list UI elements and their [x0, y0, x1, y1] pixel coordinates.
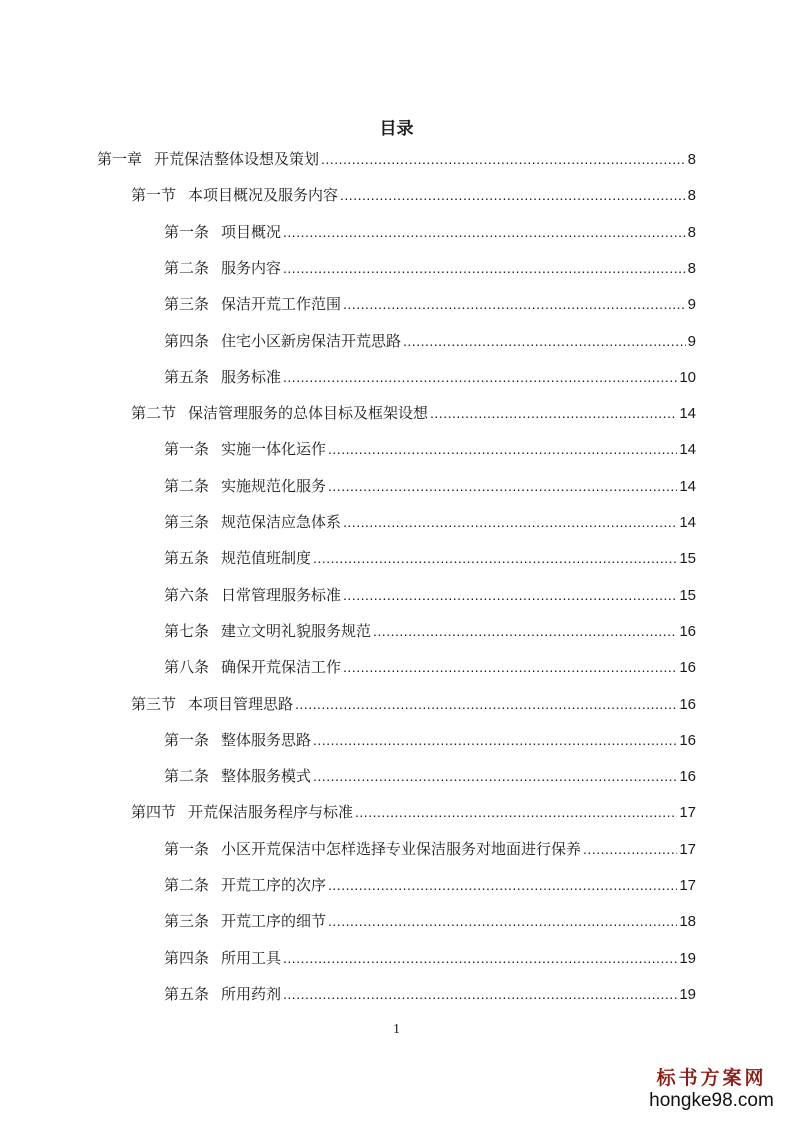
toc-entry-page: 15: [679, 550, 696, 568]
toc-entry-label: [164, 363, 281, 391]
toc-entry[interactable]: [131, 690, 696, 718]
toc-dot-leader: [328, 435, 677, 463]
toc-entry[interactable]: [164, 980, 696, 1008]
toc-dot-leader: [343, 653, 677, 681]
toc-entry-label: [97, 145, 319, 173]
toc-entry-number: 第一条: [164, 222, 210, 241]
toc-dot-leader: [343, 581, 677, 609]
toc-entry-number: 第二条: [164, 476, 210, 495]
watermark-logo: [644, 1063, 779, 1112]
toc-entry-page: 8: [687, 223, 696, 241]
toc-entry[interactable]: [164, 544, 696, 572]
toc-entry-page: 10: [679, 368, 696, 386]
toc-entry-text: 整体服务思路: [221, 730, 312, 749]
toc-entry[interactable]: [131, 181, 696, 209]
toc-dot-leader: [283, 363, 677, 391]
toc-entry-number: 第六条: [164, 585, 210, 604]
toc-entry-label: [131, 399, 428, 427]
toc-entry-number: 第八条: [164, 658, 210, 677]
toc-entry-text: 规范保洁应急体系: [221, 513, 342, 531]
toc-dot-leader: [295, 690, 677, 718]
toc-entry-page: 14: [679, 514, 696, 531]
toc-entry-text: 建立文明礼貌服务规范: [221, 621, 372, 640]
toc-entry-label: [164, 617, 371, 645]
toc-entry[interactable]: [164, 617, 696, 645]
toc-dot-leader: [328, 871, 677, 899]
toc-dot-leader: [373, 617, 677, 645]
toc-entry-page: 17: [679, 804, 696, 822]
toc-entry-text: 服务标准: [221, 367, 282, 386]
toc-entry-label: [164, 653, 341, 681]
toc-entry-number: 第四条: [164, 331, 210, 350]
toc-entry-page: 14: [679, 441, 696, 459]
toc-entry-page: 8: [687, 187, 696, 205]
toc-entry-number: 第五条: [164, 549, 210, 568]
watermark-brand-url: hongke98.com: [649, 1090, 774, 1111]
toc-entry-number: 第三条: [164, 295, 210, 314]
toc-entry-number: 第五条: [164, 984, 210, 1003]
toc-entry-page: 8: [687, 259, 696, 277]
toc-entry-number: 第三条: [164, 513, 210, 531]
toc-entry-text: 整体服务模式: [221, 767, 312, 786]
toc-dot-leader: [283, 944, 677, 972]
toc-entry-page: 16: [679, 731, 696, 749]
toc-entry-page: 14: [679, 405, 696, 423]
toc-entry[interactable]: [164, 581, 696, 609]
toc-dot-leader: [430, 399, 677, 427]
toc-entry-page: 19: [679, 985, 696, 1003]
toc-entry-number: 第二条: [164, 767, 210, 786]
toc-entry-number: 第四节: [131, 803, 177, 822]
toc-dot-leader: [321, 145, 686, 173]
toc-entry[interactable]: [164, 327, 696, 355]
toc-entry-text: 确保开荒保洁工作: [221, 658, 342, 677]
toc-entry-page: 8: [687, 151, 696, 168]
toc-entry-label: [131, 181, 338, 209]
toc-entry[interactable]: [164, 726, 696, 754]
toc-dot-leader: [340, 181, 686, 209]
toc-entry[interactable]: [97, 145, 696, 173]
toc-entry-number: 第一章: [97, 150, 143, 168]
toc-entry-label: [164, 544, 311, 572]
toc-title: 目录: [379, 119, 414, 139]
toc-entry-page: 18: [679, 913, 696, 931]
toc-entry[interactable]: [164, 907, 696, 935]
toc-entry[interactable]: [164, 508, 696, 536]
toc-entry-number: 第二条: [164, 876, 210, 894]
toc-dot-leader: [343, 508, 677, 536]
toc-entry[interactable]: [164, 835, 696, 863]
toc-dot-leader: [313, 726, 677, 754]
toc-entry-text: 本项目概况及服务内容: [188, 186, 339, 205]
toc-entry-text: 项目概况: [221, 222, 282, 241]
toc-entry-text: 开荒工序的细节: [221, 912, 327, 931]
toc-entry-number: 第七条: [164, 621, 210, 640]
toc-entry-page: 19: [679, 949, 696, 967]
toc-entry-text: 开荒工序的次序: [221, 876, 327, 894]
toc-entry-text: 实施规范化服务: [221, 476, 327, 495]
toc-entry-label: [164, 472, 326, 500]
toc-entry-text: 住宅小区新房保洁开荒思路: [221, 331, 402, 350]
toc-entry-label: [164, 835, 581, 863]
toc-dot-leader: [343, 290, 686, 318]
toc-entry-page: 15: [679, 586, 696, 604]
toc-entry-label: [131, 690, 293, 718]
toc-entry[interactable]: [164, 435, 696, 463]
toc-entry[interactable]: [164, 363, 696, 391]
toc-entry-text: 实施一体化运作: [221, 440, 327, 459]
toc-entry[interactable]: [164, 218, 696, 246]
toc-entry-page: 17: [679, 840, 696, 858]
toc-dot-leader: [583, 835, 677, 863]
toc-entry[interactable]: [131, 798, 696, 826]
toc-dot-leader: [283, 254, 686, 282]
toc-dot-leader: [328, 472, 677, 500]
toc-entry-label: [164, 726, 311, 754]
toc-entry-label: [164, 254, 281, 282]
toc-entry-number: 第三条: [164, 912, 210, 931]
toc-entry-text: 开荒保洁整体设想及策划: [154, 150, 320, 168]
toc-entry-text: 规范值班制度: [221, 549, 312, 568]
toc-entry-number: 第一条: [164, 839, 210, 858]
toc-entry[interactable]: [164, 254, 696, 282]
page-number: 1: [393, 1022, 400, 1037]
toc-entry-label: [164, 508, 341, 536]
toc-entry-text: 保洁开荒工作范围: [221, 295, 342, 314]
toc-entry-label: [164, 327, 401, 355]
toc-entry-label: [164, 581, 341, 609]
toc-entry-page: 17: [679, 877, 696, 894]
toc-entry-page: 16: [679, 622, 696, 640]
toc-entry-label: [164, 871, 326, 899]
toc-entry-page: 16: [679, 659, 696, 677]
toc-entry-label: [164, 944, 281, 972]
toc-entry[interactable]: [164, 762, 696, 790]
toc-entry-number: 第三节: [131, 694, 177, 713]
toc-entry[interactable]: [164, 944, 696, 972]
toc-entry-number: 第四条: [164, 948, 210, 967]
toc-entry-label: [164, 907, 326, 935]
toc-entry-text: 保洁管理服务的总体目标及框架设想: [188, 404, 429, 423]
toc-entry[interactable]: [164, 472, 696, 500]
toc-entry-number: 第一节: [131, 186, 177, 205]
toc-entry-label: [164, 762, 311, 790]
toc-dot-leader: [403, 327, 686, 355]
toc-entry-number: 第五条: [164, 367, 210, 386]
toc-entry-number: 第一条: [164, 440, 210, 459]
toc-entry-label: [164, 435, 326, 463]
toc-entry-text: 小区开荒保洁中怎样选择专业保洁服务对地面进行保养: [221, 839, 582, 858]
toc-entry-text: 服务内容: [221, 258, 282, 277]
toc-dot-leader: [355, 798, 677, 826]
toc-entry-label: [164, 980, 281, 1008]
toc-entry-label: [131, 798, 353, 826]
toc-entry-number: 第一条: [164, 730, 210, 749]
toc-entry[interactable]: [131, 399, 696, 427]
toc-entry-label: [164, 218, 281, 246]
toc-dot-leader: [313, 762, 677, 790]
toc-dot-leader: [328, 907, 677, 935]
toc-entry-text: 开荒保洁服务程序与标准: [188, 803, 354, 822]
toc-entry-page: 16: [679, 695, 696, 713]
toc-dot-leader: [283, 218, 686, 246]
toc-entry-text: 所用药剂: [221, 984, 282, 1003]
toc-entry-text: 本项目管理思路: [188, 694, 294, 713]
toc-dot-leader: [313, 544, 677, 572]
toc-entry[interactable]: [164, 871, 696, 899]
toc-entry[interactable]: [164, 290, 696, 318]
toc-entry-number: 第二节: [131, 404, 177, 423]
toc-dot-leader: [283, 980, 677, 1008]
toc-entry-text: 所用工具: [221, 948, 282, 967]
toc-entry-text: 日常管理服务标准: [221, 585, 342, 604]
toc-entry-number: 第二条: [164, 258, 210, 277]
toc-entry-page: 9: [687, 296, 696, 314]
toc-entry-page: 16: [679, 768, 696, 786]
toc-entry-page: 14: [679, 477, 696, 495]
toc-entry-page: 9: [687, 332, 696, 350]
toc-entry[interactable]: [164, 653, 696, 681]
watermark-brand-cn: 标书方案网: [656, 1067, 767, 1089]
toc-entry-label: [164, 290, 341, 318]
